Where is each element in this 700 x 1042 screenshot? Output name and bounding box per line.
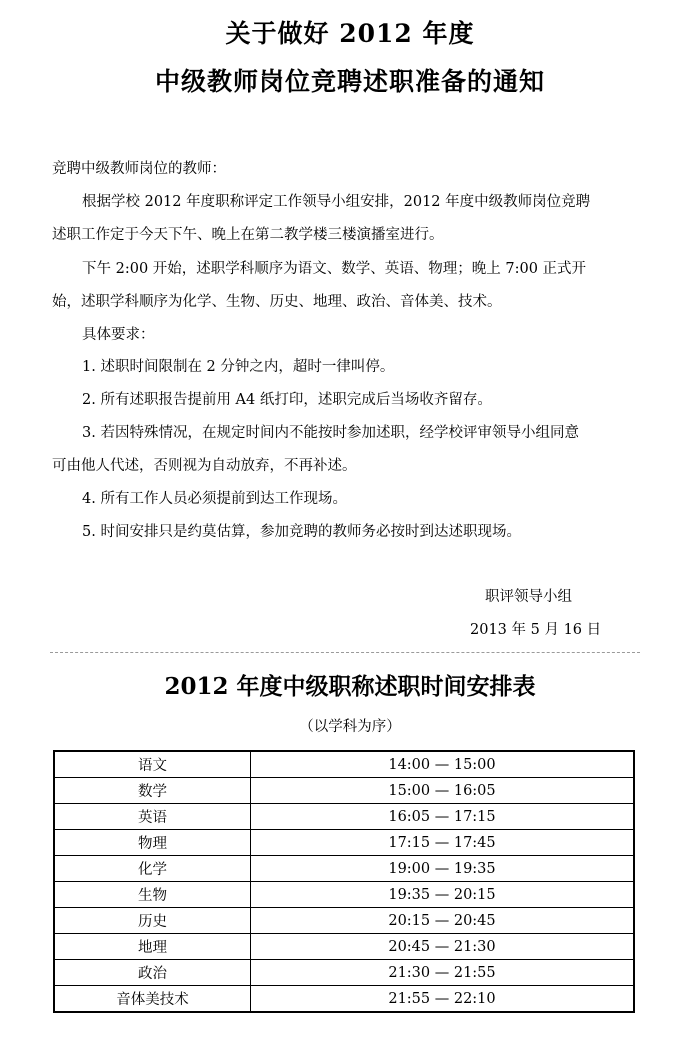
subject-cell: 历史: [54, 908, 251, 934]
requirement-item: 5. 时间安排只是约莫估算，参加竞聘的教师务必按时到达述职现场。: [82, 524, 521, 540]
requirement-item: 4. 所有工作人员必须提前到达工作现场。: [82, 491, 347, 507]
salutation: 竞聘中级教师岗位的教师：: [52, 161, 226, 177]
subject-cell: 音体美技术: [54, 986, 251, 1013]
table-row: [54, 934, 634, 960]
time-cell: 21:55 — 22:10: [251, 986, 635, 1013]
table-row: [54, 908, 634, 934]
subject-cell: 数学: [54, 778, 251, 804]
time-cell: 19:35 — 20:15: [251, 882, 635, 908]
subject-cell: 生物: [54, 882, 251, 908]
schedule-table: [53, 750, 635, 1013]
paragraph-line: 根据学校 2012 年度职称评定工作领导小组安排，2012 年度中级教师岗位竞聘: [82, 194, 591, 210]
notice-title-line1: 关于做好 2012 年度: [225, 19, 475, 48]
table-row: [54, 986, 634, 1013]
requirement-item: 2. 所有述职报告提前用 A4 纸打印，述职完成后当场收齐留存。: [82, 392, 492, 408]
time-cell: 20:45 — 21:30: [251, 934, 635, 960]
subject-cell: 语文: [54, 751, 251, 778]
subject-cell: 地理: [54, 934, 251, 960]
table-row: [54, 751, 634, 778]
paragraph-line: 始，述职学科顺序为化学、生物、历史、地理、政治、音体美、技术。: [52, 294, 502, 310]
time-cell: 20:15 — 20:45: [251, 908, 635, 934]
subject-cell: 政治: [54, 960, 251, 986]
requirement-item: 1. 述职时间限制在 2 分钟之内，超时一律叫停。: [82, 359, 395, 375]
time-cell: 21:30 — 21:55: [251, 960, 635, 986]
table-row: [54, 960, 634, 986]
subject-cell: 物理: [54, 830, 251, 856]
time-cell: 16:05 — 17:15: [251, 804, 635, 830]
time-cell: 17:15 — 17:45: [251, 830, 635, 856]
requirement-item: 3. 若因特殊情况，在规定时间内不能按时参加述职，经学校评审领导小组同意: [82, 425, 579, 441]
requirements-heading: 具体要求：: [82, 327, 155, 343]
paragraph-line: 下午 2:00 开始，述职学科顺序为语文、数学、英语、物理；晚上 7:00 正式开: [82, 261, 587, 277]
schedule-subtitle: （以学科为序）: [299, 719, 401, 735]
time-cell: 19:00 — 19:35: [251, 856, 635, 882]
table-row: [54, 856, 634, 882]
subject-cell: 化学: [54, 856, 251, 882]
table-row: [54, 830, 634, 856]
notice-title-line2: 中级教师岗位竞聘述职准备的通知: [154, 67, 545, 96]
signature-org: 职评领导小组: [485, 589, 572, 605]
paragraph-line: 述职工作定于今天下午、晚上在第二教学楼三楼演播室进行。: [52, 227, 444, 243]
requirement-item-continuation: 可由他人代述，否则视为自动放弃，不再补述。: [52, 458, 357, 474]
schedule-title: 2012 年度中级职称述职时间安排表: [164, 673, 536, 700]
signature-date: 2013 年 5 月 16 日: [470, 622, 602, 638]
subject-cell: 英语: [54, 804, 251, 830]
table-row: [54, 778, 634, 804]
time-cell: 15:00 — 16:05: [251, 778, 635, 804]
section-divider: [50, 652, 640, 653]
time-cell: 14:00 — 15:00: [251, 751, 635, 778]
table-row: [54, 804, 634, 830]
table-row: [54, 882, 634, 908]
